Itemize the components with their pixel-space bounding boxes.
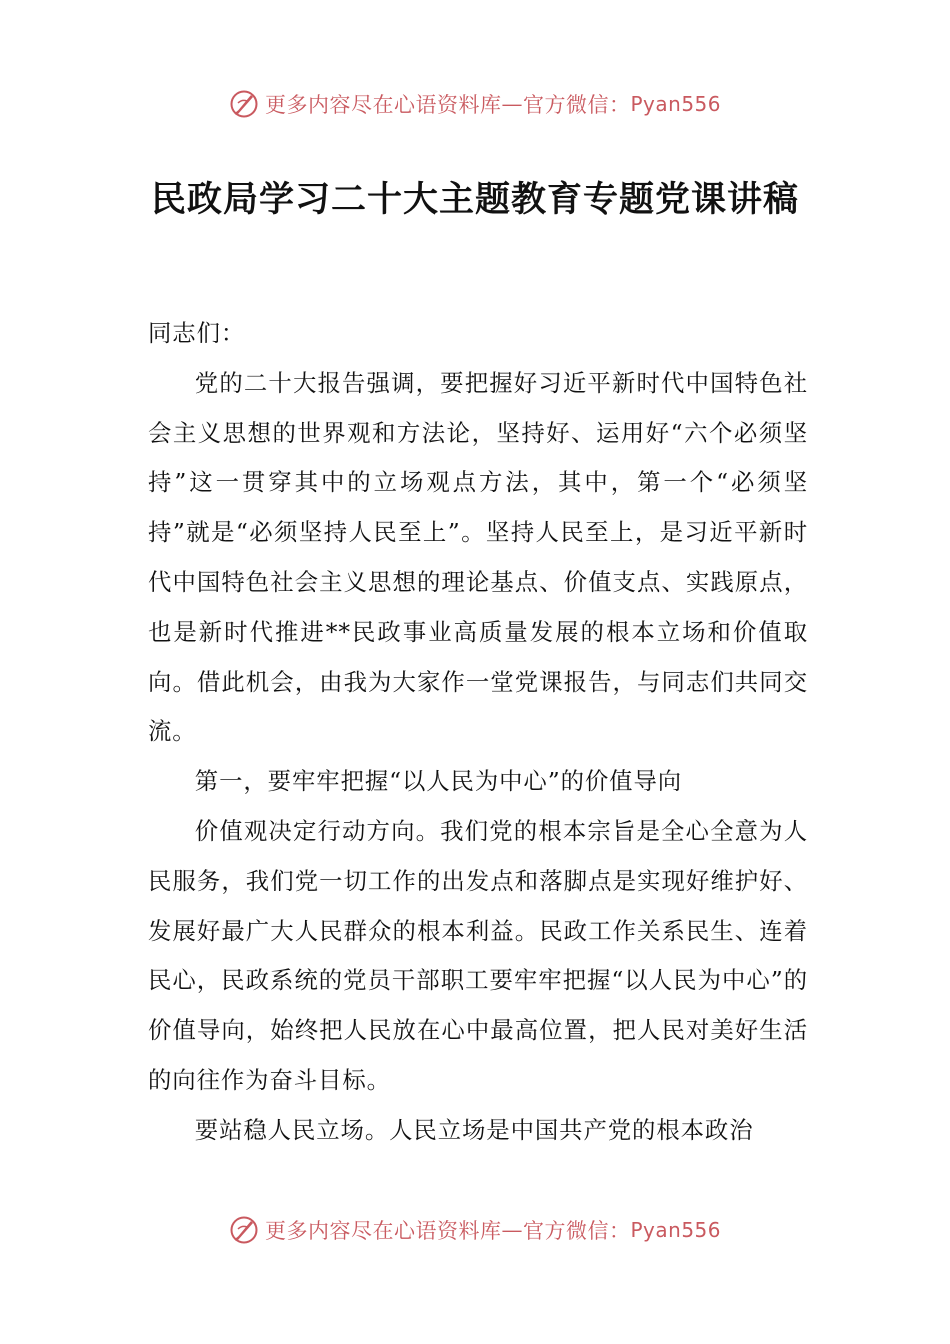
section-heading: 第一，要牢牢把握“以人民为中心”的价值导向	[194, 767, 683, 796]
watermark-wechat-id: Pyan556	[630, 1218, 721, 1242]
paragraph: 要站稳人民立场。人民立场是中国共产党的根本政治	[194, 1115, 754, 1144]
watermark-dash: —	[501, 1218, 523, 1242]
paragraph: 党的二十大报告强调，要把握好习近平新时代中国特色社会主义思想的世界观和方法论，坚持好、运用好“六个必须坚持”这一贯穿其中的立场观点方法，其中，第一个“必须坚持”就是“必须坚持人民至上”。坚持人民至上，是习近平新时代中国特色社会主义思想的理论基点、价值支点、实践原点，也是新时代推进**民政事业高质量发展的根本立场和价值取向。借此机会，由我为大家作一堂党课报告，与同志们共同交流。	[148, 368, 808, 746]
watermark-text: 更多内容尽在心语资料库	[264, 93, 502, 117]
header-watermark	[0, 86, 950, 122]
quill-pen-logo-icon	[229, 1215, 259, 1245]
watermark-wechat-id: Pyan556	[630, 92, 721, 116]
watermark-wechat-label: 官方微信：	[522, 93, 631, 117]
document-title: 民政局学习二十大主题教育专题党课讲稿	[150, 179, 799, 220]
greeting: 同志们：	[148, 319, 246, 347]
watermark-text: 更多内容尽在心语资料库	[264, 1219, 502, 1243]
paragraph: 价值观决定行动方向。我们党的根本宗旨是全心全意为人民服务，我们党一切工作的出发点和落脚点是实现好维护好、发展好最广大人民群众的根本利益。民政工作关系民生、连着民心，民政系统的党员干部职工要牢牢把握“以人民为中心”的价值导向，始终把人民放在心中最高位置，把人民对美好生活的向往作为奋斗目标。	[148, 816, 808, 1094]
quill-pen-logo-icon	[229, 89, 259, 119]
watermark-dash: —	[501, 92, 523, 116]
document-body	[148, 309, 808, 1156]
footer-watermark	[0, 1212, 950, 1248]
watermark-wechat-label: 官方微信：	[522, 1219, 631, 1243]
